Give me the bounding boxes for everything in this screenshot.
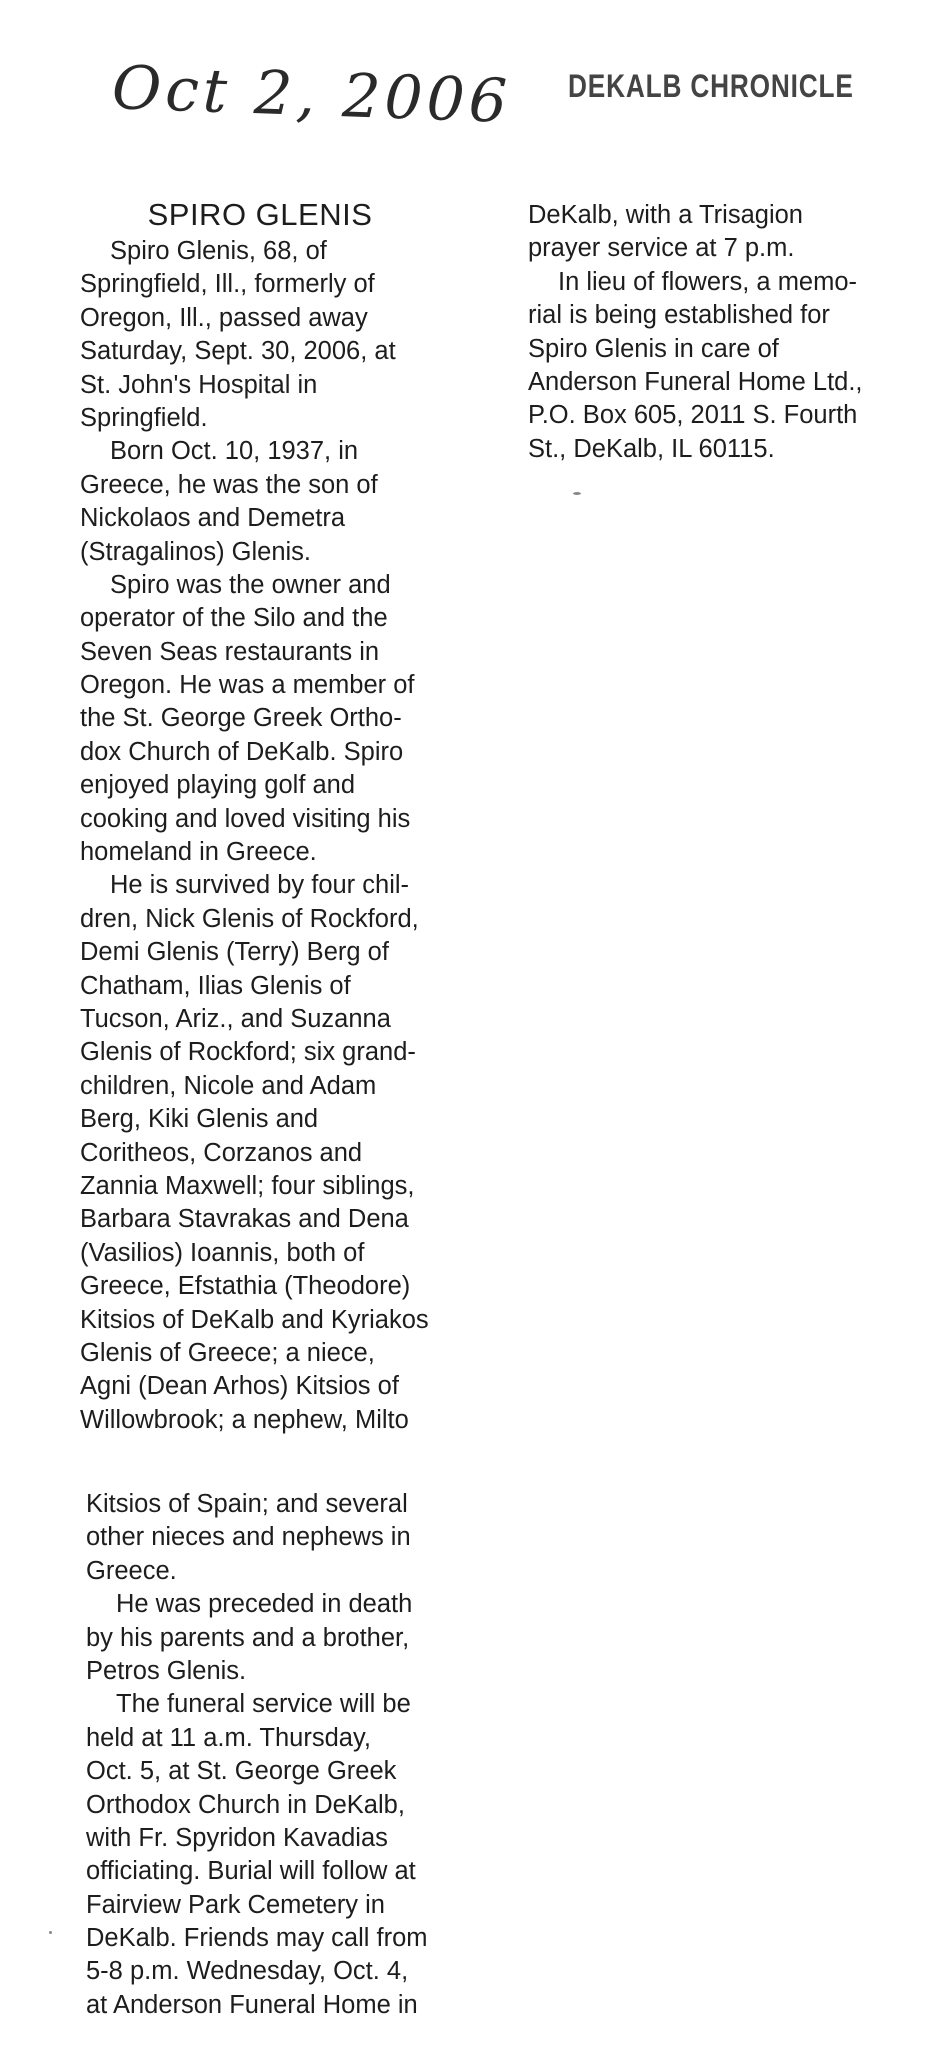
text-line: Springfield. [80, 403, 208, 432]
text-line: by his parents and a brother, [86, 1623, 410, 1652]
text-line: Barbara Stavrakas and Dena [80, 1205, 409, 1234]
scan-speck [573, 492, 581, 495]
text-line: The funeral service will be [116, 1690, 411, 1719]
obituary-left-column-top [80, 195, 450, 1437]
left-bottom-lines [86, 1488, 456, 2022]
text-line: Kitsios of Spain; and several [86, 1490, 408, 1518]
text-line: operator of the Silo and the [80, 604, 388, 633]
text-line: 5-8 p.m. Wednesday, Oct. 4, [86, 1957, 409, 1986]
scan-speck [49, 1931, 52, 1934]
text-line: He was preceded in death [116, 1590, 413, 1619]
text-line: Greece, Efstathia (Theodore) [80, 1272, 411, 1301]
text-line: Fairview Park Cemetery in [86, 1890, 385, 1919]
text-line: Spiro was the owner and [110, 570, 391, 599]
right-lines [528, 199, 908, 466]
obituary-right-column [528, 199, 908, 466]
text-line: dren, Nick Glenis of Rockford, [80, 904, 419, 933]
text-line: Seven Seas restaurants in [80, 637, 380, 666]
text-line: Nickolaos and Demetra [80, 504, 346, 533]
text-line: He is survived by four chil- [110, 871, 410, 900]
text-line: Oregon, Ill., passed away [80, 303, 368, 332]
text-line: Orthodox Church in DeKalb, [86, 1790, 405, 1819]
text-line: the St. George Greek Ortho- [80, 704, 402, 733]
text-line: St. John's Hospital in [80, 370, 318, 399]
text-line: with Fr. Spyridon Kavadias [86, 1823, 388, 1852]
text-line: Anderson Funeral Home Ltd., [528, 367, 863, 396]
handwritten-date: Oct 2, 2006 [110, 53, 513, 137]
text-line: Saturday, Sept. 30, 2006, at [80, 337, 396, 366]
text-line: Chatham, Ilias Glenis of [80, 971, 351, 1000]
text-line: dox Church of DeKalb. Spiro [80, 737, 404, 766]
text-line: children, Nicole and Adam [80, 1071, 377, 1100]
left-top-lines [80, 235, 450, 1437]
text-line: Demi Glenis (Terry) Berg of [80, 938, 389, 967]
text-line: held at 11 a.m. Thursday, [86, 1723, 371, 1752]
text-line: Glenis of Rockford; six grand- [80, 1038, 416, 1067]
text-line: In lieu of flowers, a memo- [558, 267, 858, 296]
text-line: DeKalb, with a Trisagion [528, 201, 803, 229]
text-line: Berg, Kiki Glenis and [80, 1105, 319, 1134]
text-line: at Anderson Funeral Home in [86, 1990, 418, 2019]
text-line: prayer service at 7 p.m. [528, 234, 795, 263]
text-line: Oregon. He was a member of [80, 671, 415, 700]
text-line: Tucson, Ariz., and Suzanna [80, 1004, 391, 1033]
text-line: (Stragalinos) Glenis. [80, 537, 312, 566]
newspaper-masthead: DEKALB CHRONICLE [568, 68, 854, 104]
text-line: Glenis of Greece; a niece, [80, 1338, 375, 1367]
obituary-headline: SPIRO GLENIS [147, 197, 373, 232]
text-line: homeland in Greece. [80, 838, 317, 867]
text-line: cooking and loved visiting his [80, 804, 411, 833]
text-line: Agni (Dean Arhos) Kitsios of [80, 1372, 399, 1401]
text-line: Spiro Glenis in care of [528, 334, 779, 363]
text-line: (Vasilios) Ioannis, both of [80, 1238, 365, 1267]
text-line: P.O. Box 605, 2011 S. Fourth [528, 401, 858, 430]
text-line: officiating. Burial will follow at [86, 1857, 416, 1886]
text-line: Oct. 5, at St. George Greek [86, 1757, 397, 1786]
text-line: Greece. [86, 1556, 177, 1585]
text-line: Greece, he was the son of [80, 470, 378, 499]
text-line: Coritheos, Corzanos and [80, 1138, 363, 1167]
text-line: Spiro Glenis, 68, of [110, 237, 327, 265]
text-line: rial is being established for [528, 301, 830, 330]
text-line: enjoyed playing golf and [80, 771, 356, 800]
text-line: Willowbrook; a nephew, Milto [80, 1405, 409, 1434]
text-line: St., DeKalb, IL 60115. [528, 434, 775, 463]
text-line: DeKalb. Friends may call from [86, 1924, 428, 1953]
text-line: other nieces and nephews in [86, 1523, 411, 1552]
text-line: Zannia Maxwell; four siblings, [80, 1171, 415, 1200]
obituary-left-column-bottom [86, 1488, 456, 2022]
text-line: Born Oct. 10, 1937, in [110, 437, 359, 466]
text-line: Springfield, Ill., formerly of [80, 270, 375, 299]
text-line: Kitsios of DeKalb and Kyriakos [80, 1305, 429, 1334]
text-line: Petros Glenis. [86, 1656, 247, 1685]
